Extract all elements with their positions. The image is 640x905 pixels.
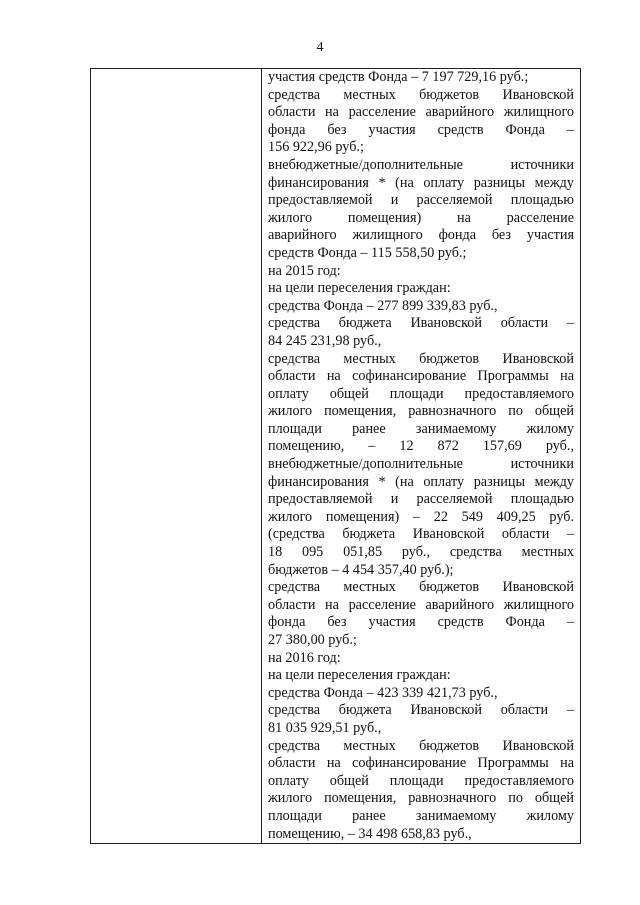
text-line: участия средств Фонда – 7 197 729,16 руб.; [268,69,529,85]
text-line: жилого помещения, равнозначного по общей [268,403,574,420]
table-cell-left [91,69,262,844]
text-line: фонда без участия средств Фонда – [268,121,574,138]
text-line: 84 245 231,98 руб., [268,332,382,349]
text-line: средства местных бюджетов Ивановской [268,579,574,596]
text-line: жилого помещения, равнозначного по общей [268,790,574,807]
text-line: финансирования * (на оплату разницы между [268,174,574,191]
text-line: 156 922,96 руб.; [268,139,364,156]
text-line: области на софинансирование Программы на [268,368,574,385]
text-line: средств Фонда – 115 558,50 руб.; [268,244,467,261]
text-line: жилого помещения) на расселение [268,209,574,226]
text-line: финансирования * (на оплату разницы между [268,473,574,490]
text-line: области на расселение аварийного жилищного [268,596,574,613]
text-line: (средства бюджета Ивановской области – [268,526,574,543]
text-line: предоставляемой и расселяемой площадью [268,192,574,209]
text-line: на цели переселения граждан: [268,667,451,684]
text-line: на цели переселения граждан: [268,280,451,297]
text-line: аварийного жилищного фонда без участия [268,227,574,244]
text-line: средства бюджета Ивановской области – [268,315,574,332]
text-line: внебюджетные/дополнительные источники [268,456,574,473]
text-line: 81 035 929,51 руб., [268,719,382,736]
text-line: средства местных бюджетов Ивановской [268,350,574,367]
text-line: средства Фонда – 277 899 339,83 руб., [268,297,498,314]
text-line: оплату общей площади предоставляемого [268,385,574,402]
text-line: жилого помещения) – 22 549 409,25 руб. [268,508,574,525]
text-line: на 2016 год: [268,649,341,666]
text-line: области на софинансирование Программы на [268,755,574,772]
page-number: 4 [316,40,324,55]
text-line: помещению, – 34 498 658,83 руб., [268,825,472,842]
text-line: предоставляемой и расселяемой площадью [268,491,574,508]
text-line: оплату общей площади предоставляемого [268,772,574,789]
text-line: площади ранее занимаемому жилому [268,807,574,824]
text-line: на 2015 год: [268,262,341,279]
text-line: фонда без участия средств Фонда – [268,614,574,631]
table-cell-right [262,69,581,844]
text-line: средства местных бюджетов Ивановской [268,737,574,754]
text-line: средства бюджета Ивановской области – [268,702,574,719]
table-row [91,69,581,844]
text-line: помещению, – 12 872 157,69 руб., [268,438,574,455]
text-line: области на расселение аварийного жилищного [268,104,574,121]
text-line: внебюджетные/дополнительные источники [268,156,574,173]
text-line: 18 095 051,85 руб., средства местных [268,544,574,561]
text-line: 27 380,00 руб.; [268,632,357,648]
text-line: средства Фонда – 423 339 421,73 руб., [268,684,498,701]
text-line: площади ранее занимаемому жилому [268,420,574,437]
funding-text-block [262,69,580,843]
text-line: бюджетов – 4 454 357,40 руб.); [268,561,454,578]
text-line: средства местных бюджетов Ивановской [268,86,574,103]
document-table [90,68,581,844]
